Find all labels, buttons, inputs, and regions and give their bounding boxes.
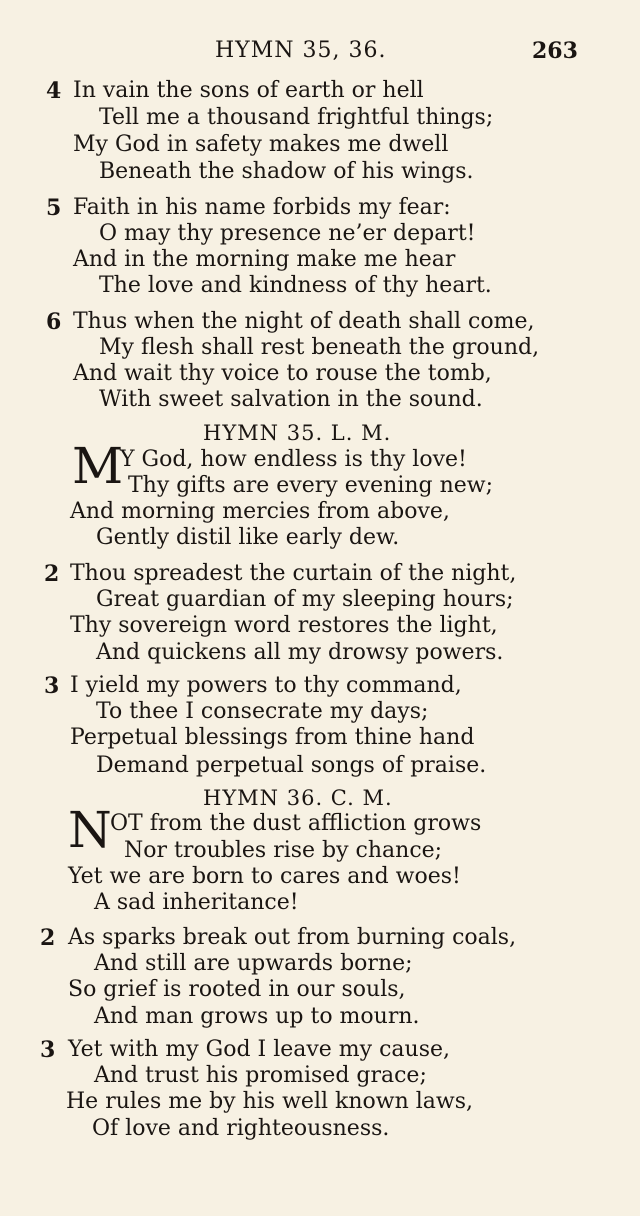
verse-line: And man grows up to mourn.	[94, 1004, 420, 1029]
verse-line: My flesh shall rest beneath the ground,	[99, 335, 540, 360]
verse-number: 2	[40, 925, 56, 951]
verse-number: 2	[44, 561, 60, 587]
running-header: HYMN 35, 36.	[215, 38, 387, 63]
drop-cap: N	[68, 801, 112, 859]
verse-line: I yield my powers to thy command,	[70, 673, 462, 698]
verse-number: 4	[46, 78, 62, 104]
verse-line: And morning mercies from above,	[70, 499, 450, 524]
verse-line: In vain the sons of earth or hell	[73, 78, 424, 103]
verse-line: Thou spreadest the curtain of the night,	[70, 561, 517, 586]
verse-line: The love and kindness of thy heart.	[99, 273, 492, 298]
verse-number: 3	[40, 1037, 56, 1063]
verse-line: OT from the dust affliction grows	[110, 811, 482, 836]
verse-line: Gently distil like early dew.	[96, 525, 400, 550]
verse-line: My God in safety makes me dwell	[73, 132, 449, 157]
verse-line: And wait thy voice to rouse the tomb,	[73, 361, 492, 386]
verse-line: Thy sovereign word restores the light,	[70, 613, 498, 638]
verse-line: And trust his promised grace;	[94, 1063, 427, 1088]
verse-line: Thy gifts are every evening new;	[128, 473, 494, 498]
verse-line: Thus when the night of death shall come,	[73, 309, 535, 334]
verse-number: 5	[46, 195, 62, 221]
verse-line: Beneath the shadow of his wings.	[99, 159, 474, 184]
verse-line: As sparks break out from burning coals,	[68, 925, 517, 950]
verse-line: And quickens all my drowsy powers.	[96, 640, 504, 665]
verse-line: To thee I consecrate my days;	[96, 699, 429, 724]
verse-line: And still are upwards borne;	[94, 951, 413, 976]
verse-line: Nor troubles rise by chance;	[124, 838, 443, 863]
drop-cap: M	[72, 437, 124, 495]
hymn-heading: HYMN 36. C. M.	[203, 786, 393, 810]
page-number: 263	[532, 38, 578, 64]
verse-line: Great guardian of my sleeping hours;	[96, 587, 514, 612]
verse-line: So grief is rooted in our souls,	[68, 977, 406, 1002]
verse-line: O may thy presence ne’er depart!	[99, 221, 476, 246]
verse-line: Perpetual blessings from thine hand	[70, 725, 475, 750]
verse-line: With sweet salvation in the sound.	[99, 387, 483, 412]
verse-number: 3	[44, 673, 60, 699]
verse-line: Tell me a thousand frightful things;	[99, 105, 494, 130]
verse-line: He rules me by his well known laws,	[66, 1089, 474, 1114]
verse-number: 6	[46, 309, 62, 335]
hymn-heading: HYMN 35. L. M.	[203, 421, 392, 445]
verse-line: Demand perpetual songs of praise.	[96, 753, 487, 778]
verse-line: And in the morning make me hear	[73, 247, 456, 272]
verse-line: A sad inheritance!	[94, 890, 299, 915]
verse-line: Y God, how endless is thy love!	[120, 447, 467, 472]
verse-line: Yet with my God I leave my cause,	[68, 1037, 451, 1062]
verse-line: Faith in his name forbids my fear:	[73, 195, 451, 220]
verse-line: Yet we are born to cares and woes!	[68, 864, 461, 889]
verse-line: Of love and righteousness.	[92, 1116, 390, 1141]
